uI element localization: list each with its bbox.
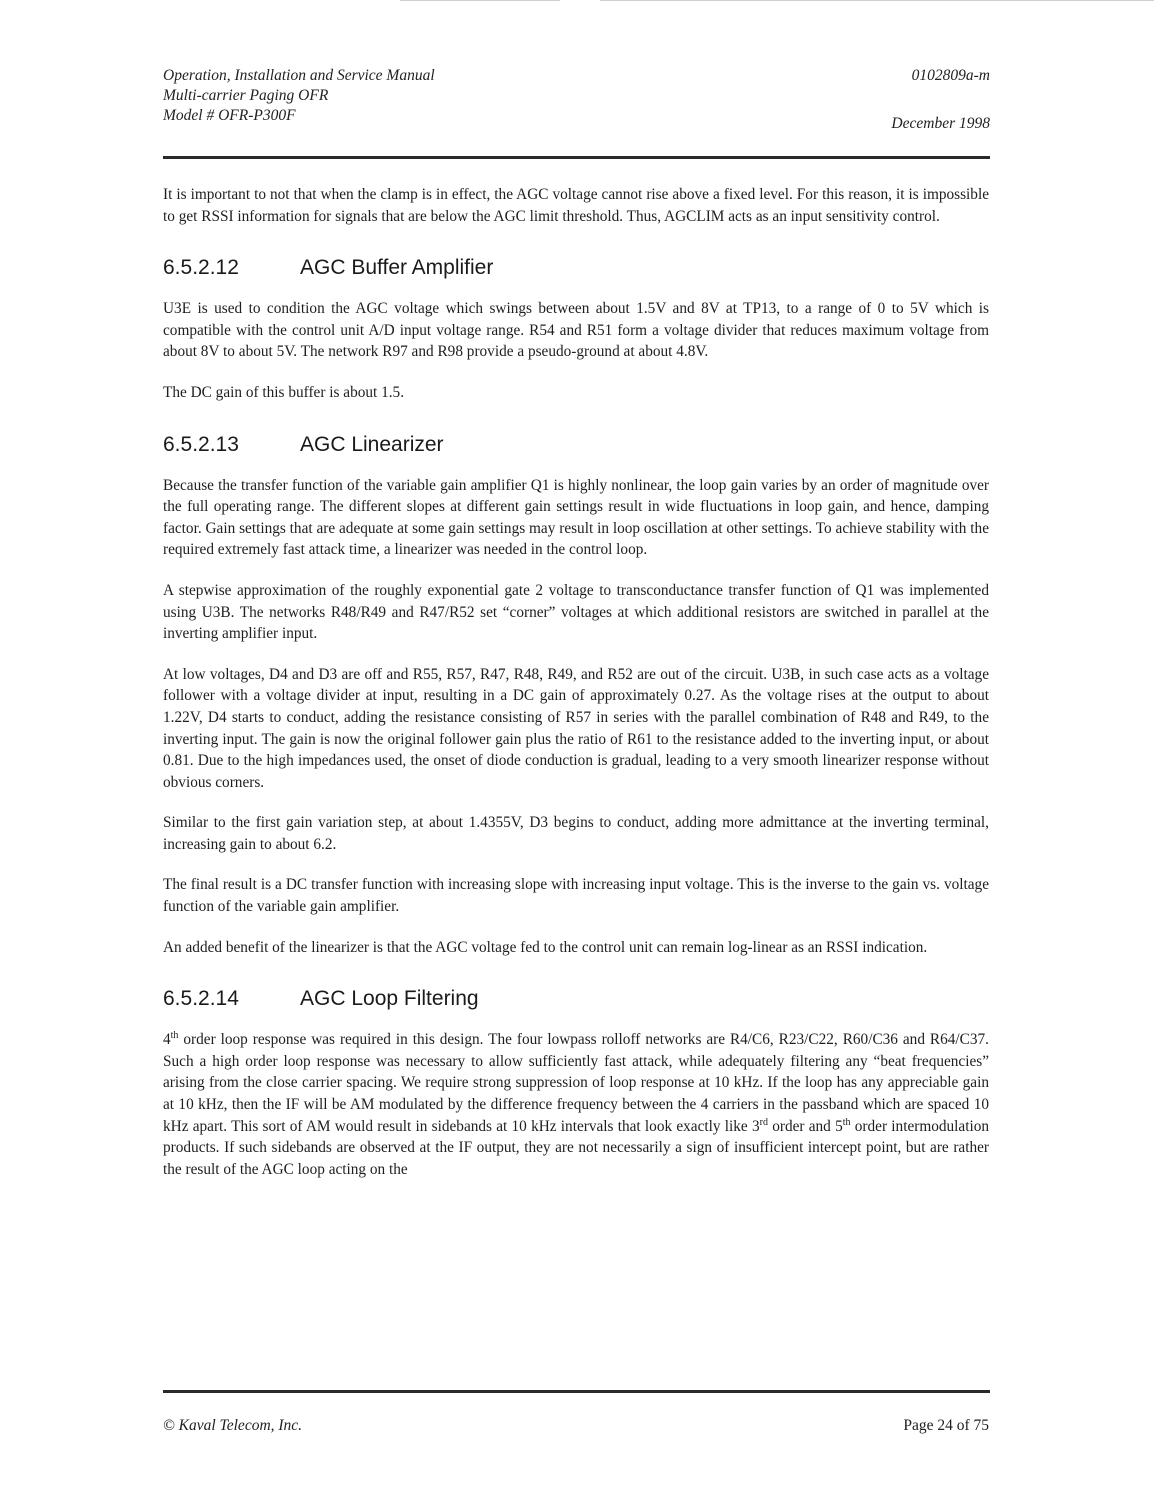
- body-paragraph: An added benefit of the linearizer is that the AGC voltage fed to the control unit can remain log-linear as an RSSI indication.: [163, 938, 928, 956]
- header-title-block: [163, 66, 663, 126]
- body-paragraph: U3E is used to condition the AGC voltage which swings between about 1.5V and 8V at TP13, to a range of 0 to 5V which is compatible with the control unit A/D input voltage range. R54 and R51 form a voltage divider that reduces maximum voltage from about 8V to about 5V. The network R97 and R98 provide a pseudo-ground at about 4.8V.: [163, 300, 989, 361]
- body-paragraph: The final result is a DC transfer function with increasing slope with increasing input voltage. This is the inverse to the gain vs. voltage function of the variable gain amplifier.: [163, 876, 989, 916]
- text-run: order and 5: [767, 1117, 843, 1135]
- section-number: 6.5.2.14: [163, 987, 239, 1011]
- section-heading: [163, 985, 989, 1013]
- scan-artifact: [600, 0, 1154, 1]
- body-paragraph: A stepwise approximation of the roughly exponential gate 2 voltage to transconductance transfer function of Q1 was implemented using U3B. The networks R48/R49 and R47/R52 set “corner” voltages at which additional resistors are switched in parallel at the inverting amplifier input.: [163, 581, 989, 643]
- footer-divider: [163, 1390, 990, 1393]
- section-number: 6.5.2.13: [163, 432, 239, 456]
- section-heading: [163, 254, 989, 282]
- section-number: 6.5.2.12: [163, 256, 239, 280]
- body-paragraph: [163, 1029, 989, 1180]
- section-title: AGC Loop Filtering: [300, 987, 479, 1011]
- section-title: AGC Buffer Amplifier: [300, 256, 494, 280]
- header-line-model: Model # OFR-P300F: [163, 107, 296, 124]
- section-title: AGC Linearizer: [300, 432, 444, 456]
- superscript: rd: [759, 1116, 768, 1128]
- section-heading: [163, 431, 989, 459]
- text-run: order intermodulation products. If such sidebands are observed at the IF output, they are not necessarily a sign of insufficient intercept point, but are rather the result of the AGC loop acting on the: [163, 1117, 990, 1178]
- document-date: December 1998: [891, 115, 990, 132]
- header-line-product: Multi-carrier Paging OFR: [163, 87, 329, 104]
- text-run: order loop response was required in this design. The four lowpass rolloff networks are R4/C6, R23/C22, R60/C36 and R64/C37. Such a high order loop response was necessary to allow sufficiently fast attack, while adequately filtering any “beat frequencies” arising from the close carrier spacing. We require strong suppression of loop response at 10 kHz. If the loop has any appreciable gain at 10 kHz, then the IF will be AM modulated by the difference frequency between the 4 carriers in the passband which are spaced 10 kHz apart. This sort of AM would result in sidebands at 10 kHz intervals that look exactly like 3: [163, 1031, 989, 1135]
- copyright-notice: © Kaval Telecom, Inc.: [163, 1417, 303, 1434]
- body-paragraph: Because the transfer function of the variable gain amplifier Q1 is highly nonlinear, the loop gain varies by an order of magnitude over the full operating range. The different slopes at different gain settings result in wide fluctuations in loop gain, and hence, damping factor. Gain settings that are adequate at some gain settings may result in loop oscillation at other settings. To achieve stability with the required extremely fast attack time, a linearizer was needed in the control loop.: [163, 476, 989, 559]
- intro-paragraph: It is important to not that when the clamp is in effect, the AGC voltage cannot rise above a fixed level. For this reason, it is impossible to get RSSI information for signals that are below the AGC limit threshold. Thus, AGCLIM acts as an input sensitivity control.: [163, 186, 989, 225]
- superscript: th: [170, 1030, 179, 1042]
- body-paragraph: At low voltages, D4 and D3 are off and R55, R57, R47, R48, R49, and R52 are out of the circuit. U3B, in such case acts as a voltage follower with a voltage divider at input, resulting in a DC gain of approximately 0.27. As the voltage rises at the output to about 1.22V, D4 starts to conduct, adding the resistance consisting of R57 in series with the parallel combination of R48 and R49, to the inverting input. The gain is now the original follower gain plus the ratio of R61 to the resistance added to the inverting input, or about 0.81. Due to the high impedances used, the onset of diode conduction is gradual, leading to a very smooth linearizer response without obvious corners.: [163, 665, 989, 791]
- page-number: Page 24 of 75: [903, 1417, 989, 1434]
- page-body: [163, 184, 989, 1199]
- document-number: 0102809a-m: [911, 67, 990, 84]
- header-divider: [163, 156, 990, 159]
- body-paragraph: Similar to the first gain variation step, at about 1.4355V, D3 begins to conduct, adding more admittance at the inverting terminal, increasing gain to about 6.2.: [163, 814, 989, 853]
- text-run: 4: [163, 1031, 171, 1049]
- scan-artifact: [400, 0, 560, 1]
- header-line-manual: Operation, Installation and Service Manual: [163, 67, 435, 84]
- body-paragraph: The DC gain of this buffer is about 1.5.: [163, 383, 405, 401]
- superscript: th: [842, 1116, 851, 1128]
